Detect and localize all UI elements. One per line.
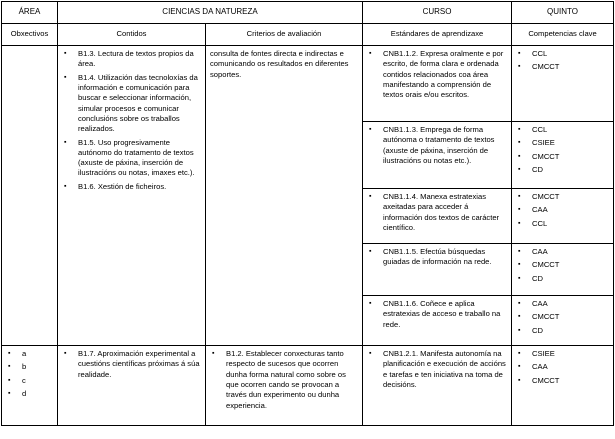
header-row [2,2,614,24]
list-item: ▪ CMCCT [512,152,613,162]
list-item: ▪ CMCCT [512,376,613,386]
objectives-cell [2,346,58,426]
competences-cell [512,122,614,189]
course-label: CURSO [363,2,512,24]
list-item: ▪ CSIEE [512,349,613,359]
list-item: ▪ CAA [512,299,613,309]
list-item: ▪ B1.4. Utilización das tecnoloxías da información e comunicación para buscar e seleccionar información, simular procesos e comunicar conclusións sobre os traballos realizados. [58,73,205,135]
list-item: ▪ CD [512,274,613,284]
list-item: ▪ CAA [512,247,613,257]
contents-header: Contidos [58,24,206,46]
list-item: ▪ CCL [512,125,613,135]
list-item: ▪ b [2,362,57,372]
list-item: ▪ CNB1.1.2. Expresa oralmente e por escrito, de forma clara e ordenada contidos relacionados coa área manifestando a comprensión de textos orais e/ou escritos. [363,49,511,101]
list-item: ▪ CNB1.1.5. Efectúa búsquedas guiadas de información na rede. [363,247,511,268]
list-item: ▪ c [2,376,57,386]
list-item: ▪ B1.6. Xestión de ficheiros. [58,182,205,192]
list-item: ▪ CD [512,326,613,336]
list-item: ▪ CNB1.1.4. Manexa estratexias axeitadas para acceder á información dos textos de carácter científico. [363,192,511,233]
competences-cell [512,346,614,426]
standard-cell [363,296,512,346]
table-row [2,46,614,122]
list-item: ▪ CCL [512,219,613,229]
standard-cell [363,46,512,122]
list-item: ▪ CD [512,165,613,175]
list-item: ▪ CSIEE [512,138,613,148]
list-item: ▪ CMCCT [512,192,613,202]
standard-cell [363,189,512,244]
curriculum-table [1,1,614,426]
competences-cell [512,296,614,346]
list-item: ▪ CNB1.1.3. Emprega de forma autónoma o tratamento de textos (axuste de páxina, inserción de ilustracións ou notas etc.). [363,125,511,166]
competences-cell [512,244,614,296]
list-item: ▪ CAA [512,205,613,215]
contents-cell [58,346,206,426]
area-label: ÁREA [2,2,58,24]
list-item: ▪ CMCCT [512,312,613,322]
criteria-header: Criterios de avaliación [206,24,363,46]
table-row [2,346,614,426]
list-item: ▪ a [2,349,57,359]
standard-cell [363,346,512,426]
area-value: CIENCIAS DA NATUREZA [58,2,363,24]
objectives-header: Obxectivos [2,24,58,46]
course-value: QUINTO [512,2,614,24]
contents-cell [58,46,206,346]
competences-cell [512,189,614,244]
list-item: ▪ CAA [512,362,613,372]
criteria-cell [206,346,363,426]
standard-cell [363,244,512,296]
list-item: ▪ d [2,389,57,399]
list-item: ▪ CMCCT [512,62,613,72]
list-item: ▪ B1.3. Lectura de textos propios da área. [58,49,205,70]
list-item: ▪ B1.5. Uso progresivamente autónomo do tratamento de textos (axuste de páxina, inserción de ilustracións ou notas, imaxes etc.). [58,138,205,179]
list-item: ▪ B1.2. Establecer conxecturas tanto respecto de sucesos que ocorren dunha forma natural como sobre os que ocorren cando se provocan a través dun experimento ou dunha experiencia. [206,349,362,411]
criteria-cell: consulta de fontes directa e indirectas e comunicando os resultados en diferentes soportes. [206,46,363,346]
list-item: ▪ CCL [512,49,613,59]
list-item: ▪ CNB1.2.1. Manifesta autonomía na planificación e execución de accións e tarefas e ten iniciativa na toma de decisións. [363,349,511,390]
competences-header: Competencias clave [512,24,614,46]
curriculum-table-wrapper [1,1,614,426]
standard-cell [363,122,512,189]
list-item: ▪ B1.7. Aproximación experimental a cuestións científicas próximas á súa realidade. [58,349,205,380]
subheader-row [2,24,614,46]
list-item: ▪ CMCCT [512,260,613,270]
contents-list [58,49,205,192]
list-item: ▪ CNB1.1.6. Coñece e aplica estratexias de acceso e traballo na rede. [363,299,511,330]
objectives-cell [2,46,58,346]
competences-cell [512,46,614,122]
standards-header: Estándares de aprendizaxe [363,24,512,46]
